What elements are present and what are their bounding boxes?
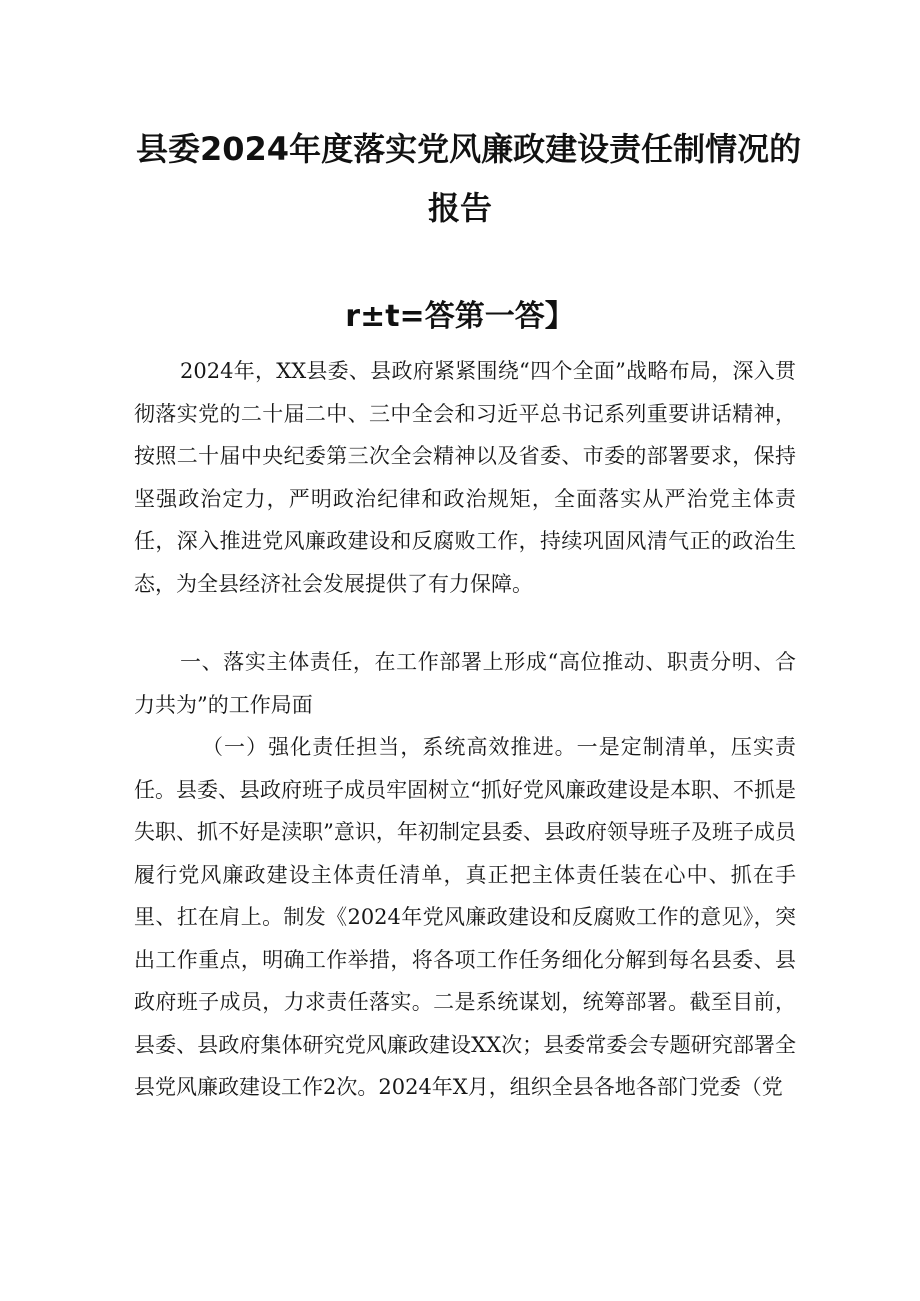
body-paragraph-subsection [134,726,796,1109]
section-heading-text: 一、落实主体责任，在工作部署上形成“高位推动、职责分明、合力共为”的工作局面 [134,650,796,717]
document-title-line2: 报告 [427,189,492,227]
body-paragraph-section-heading [134,641,796,726]
document-subtitle: r±t=答第一答】 [345,299,575,334]
body-paragraph-intro [134,350,796,605]
paragraph-text: （一）强化责任担当，系统高效推进。一是定制清单，压实责任。县委、县政府班子成员牢固树立“抓好党风廉政建设是本职、不抓是失职、抓不好是渎职”意识，年初制定县委、县政府领导班子及班子成员履行党风廉政建设主体责任清单，真正把主体责任装在心中、抓在手里、扛在肩上。制发《2024年党风廉政建设和反腐败工作的意见》，突出工作重点，明确工作举措，将各项工作任务细化分解到每名县委、县政府班子成员，力求责任落实。二是系统谋划，统筹部署。截至目前，县委、县政府集体研究党风廉政建设XX次；县委常委会专题研究部署全县党风廉政建设工作2次。2024年X月，组织全县各地各部门党委（党 [134,735,796,1099]
paragraph-text: 2024年，XX县委、县政府紧紧围绕“四个全面”战略布局，深入贯彻落实党的二十届二中、三中全会和习近平总书记系列重要讲话精神，按照二十届中央纪委第三次全会精神以及省委、市委的部署要求，保持坚强政治定力，严明政治纪律和政治规矩，全面落实从严治党主体责任，深入推进党风廉政建设和反腐败工作，持续巩固风清气正的政治生态，为全县经济社会发展提供了有力保障。 [134,359,796,596]
document-title-line1: 县委2024年度落实党风廉政建设责任制情况的 [136,130,802,168]
